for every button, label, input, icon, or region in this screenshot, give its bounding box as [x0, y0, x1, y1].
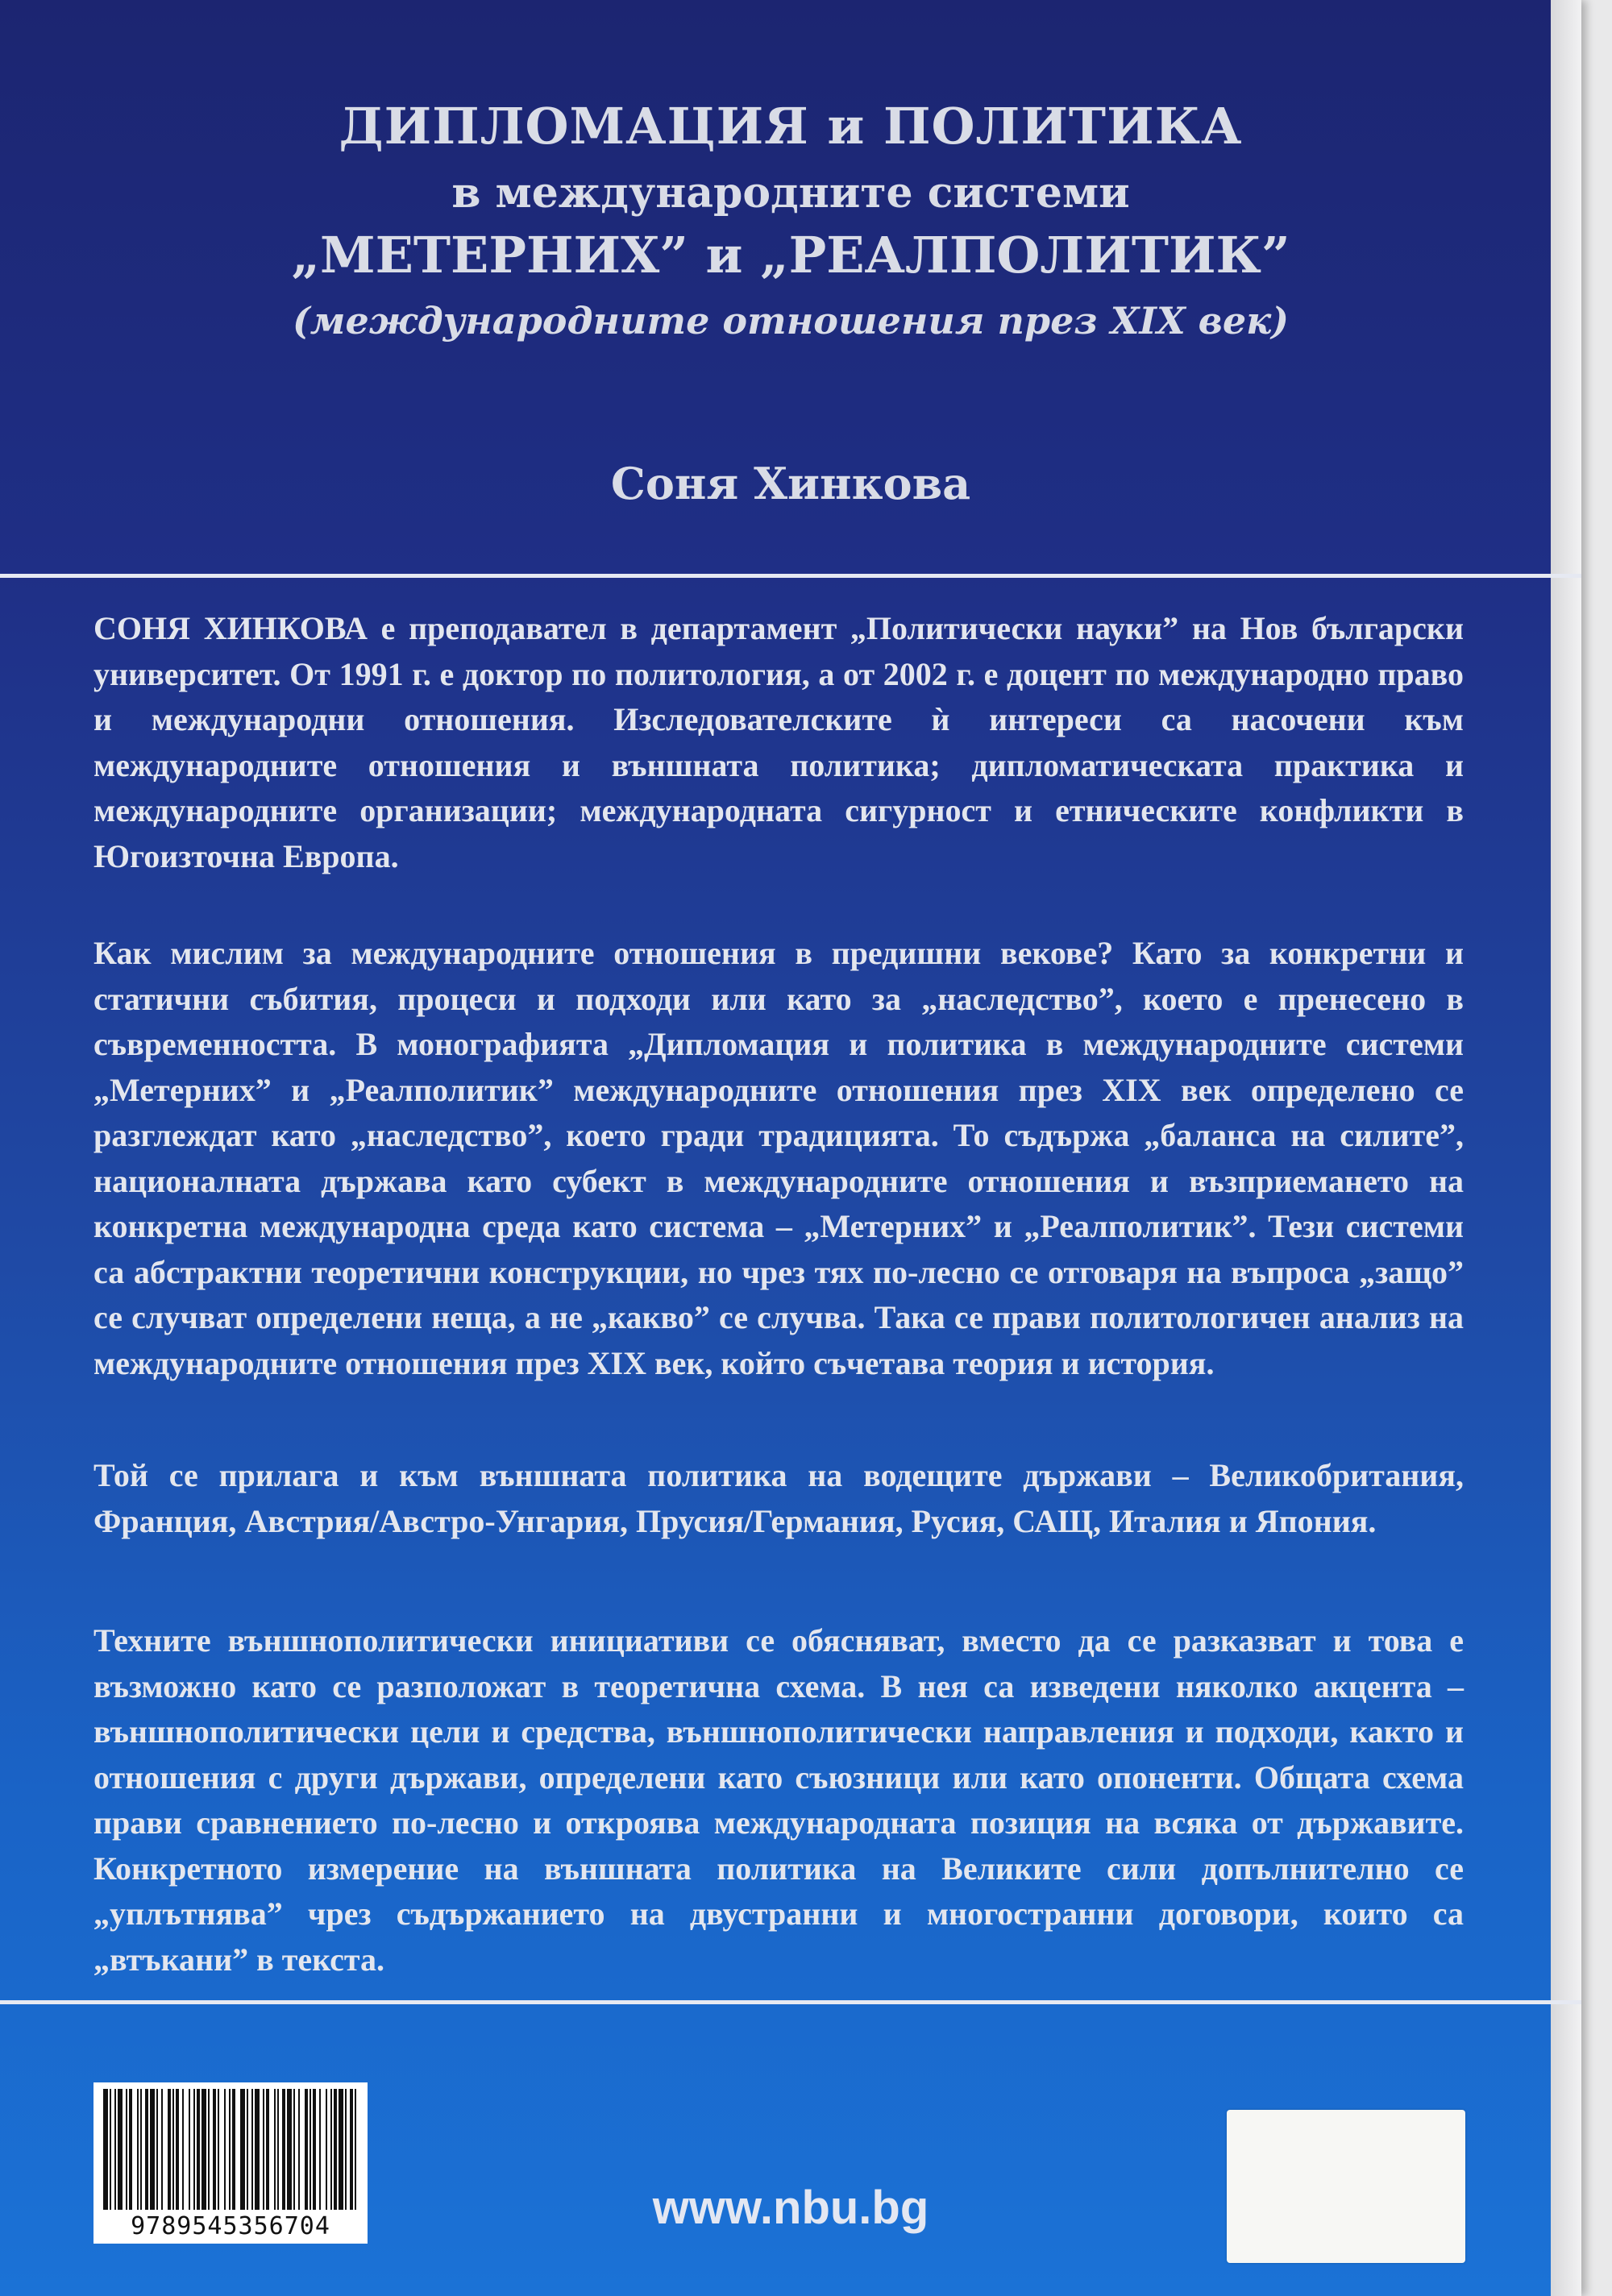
divider-top	[0, 574, 1581, 578]
isbn-digits: 9789545356704	[131, 2212, 330, 2240]
description-paragraph-2: Той се прилага и към външната политика на водещите държави – Великобритания, Франция, Австрия/Австро-Унгария, Прусия/Германия, Русия, САЩ, Италия и Япония.	[93, 1457, 1464, 1539]
page-edge	[1551, 0, 1581, 2296]
author-name: Соня Хинкова	[610, 458, 971, 509]
description-paragraph-1: Как мислим за международните отношения в предишни векове? Като за конкретни и статични събития, процеси и подходи или като за „наследство”, което е пренесено в съвременността. В монографията „Дипломация и политика в международните системи „Метерних” и „Реалполитик” международните отношения през XIX век определено се разглеждат като „наследство”, което гради традицията. То съдържа „баланса на силите”, националната държава като субект в международните отношения и възприемането на конкретна международна среда като система – „Метерних” и „Реалполитик”. Тези системи са абстрактни теоретични конструкции, но чрез тях по-лесно се отговаря на въпроса „защо” се случват определени неща, а не „какво” се случва. Така се прави политологичен анализ на международните отношения през XIX век, който съчетава теория и история.	[93, 935, 1464, 1381]
book-title-line2: в международните системи	[451, 168, 1130, 218]
author-bio-paragraph: СОНЯ ХИНКОВА е преподавател в департамент „Политически науки” на Нов български университет. От 1991 г. е доктор по политология, а от 2002 г. е доцент по международно право и международни отношения. Изследователските ѝ интереси са насочени към международните отношения и външната политика; дипломатическата практика и международните организации; международната сигурност и етническите конфликти в Югоизточна Европа.	[93, 610, 1464, 874]
book-subtitle: (международните отношения през XIX век)	[292, 299, 1290, 343]
description-paragraph-3: Техните външнополитически инициативи се обясняват, вместо да се разказват и това е възможно като се разположат в теоретична схема. В нея са изведени няколко акцента – външнополитически цели и средства, външнополитически направления и подходи, както и отношения с други държави, определени като съюзници или като опоненти. Общата схема прави сравнението по-лесно и откроява международната позиция на всяка от държавите. Конкретното измерение на външната политика на Великите сили допълнително се „уплътнява” чрез съдържанието на двустранни и многостранни договори, които са „втъкани” в текста.	[93, 1622, 1464, 1978]
book-title: ДИПЛОМАЦИЯ и ПОЛИТИКА	[339, 97, 1243, 156]
title-block	[0, 97, 1581, 343]
book-title-line3: „МЕТЕРНИХ” и „РЕАЛПОЛИТИК”	[291, 226, 1290, 284]
publisher-website: www.nbu.bg	[652, 2182, 929, 2234]
divider-bottom	[0, 2000, 1581, 2004]
